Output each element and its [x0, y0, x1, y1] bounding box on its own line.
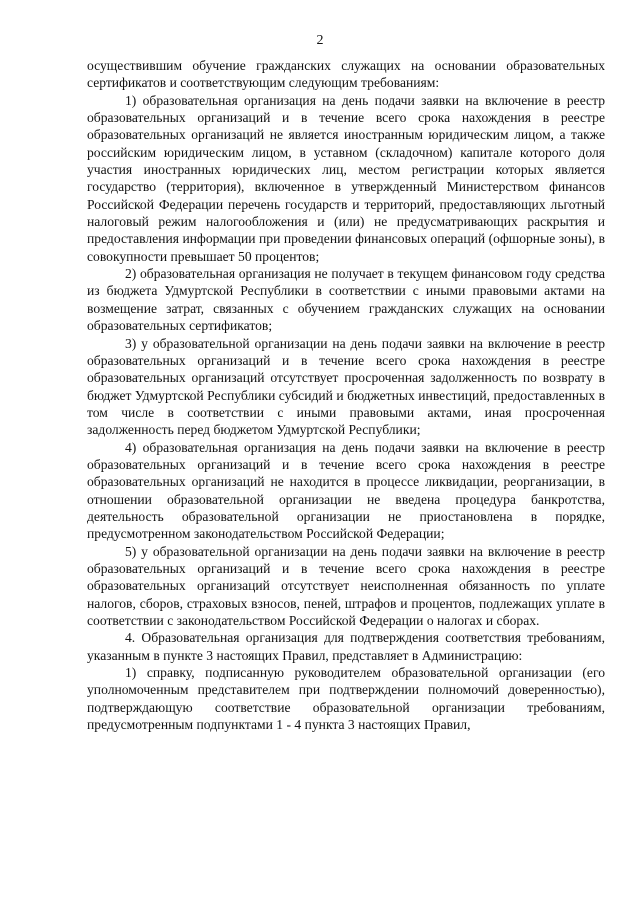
paragraph-clause-4-item-1: 1) справку, подписанную руководителем образовательной организации (его уполномоченным представителем при подтверждении полномочий доверенностью), подтверждающую соответствие образовательной организации требованиям, предусмотренным подпунктами 1 - 4 пункта 3 настоящих Правил,	[87, 665, 605, 733]
paragraph-requirement-1: 1) образовательная организация на день подачи заявки на включение в реестр образовательных организаций и в течение всего срока нахождения в реестре образовательных организаций не является иностранным юридическим лицом, а также российским юридическим лицом, в уставном (складочном) капитале которого доля участия иностранных юридических лиц, местом регистрации которых является государство (территория), включенное в утвержденный Министерством финансов Российской Федерации перечень государств и территорий, предоставляющих льготный налоговый режим налогообложения и (или) не предусматривающих раскрытия и предоставления информации при проведении финансовых операций (офшорные зоны), в совокупности превышает 50 процентов;	[87, 92, 605, 264]
paragraph-requirement-3: 3) у образовательной организации на день подачи заявки на включение в реестр образовательных организаций и в течение всего срока нахождения в реестре образовательных организаций отсутствует просроченная задолженность по возврату в бюджет Удмуртской Республики субсидий и бюджетных инвестиций, предоставленных в том числе в соответствии с иными правовыми актами, иная просроченная задолженность перед бюджетом Удмуртской Республики;	[87, 335, 605, 438]
paragraph-requirement-2: 2) образовательная организация не получает в текущем финансовом году средства из бюджета Удмуртской Республики в соответствии с иными правовыми актами на возмещение затрат, связанных с обучением гражданских служащих на основании образовательных сертификатов;	[87, 266, 605, 334]
paragraph-requirement-5: 5) у образовательной организации на день подачи заявки на включение в реестр образовательных организаций и в течение всего срока нахождения в реестре образовательных организаций отсутствует неисполненная обязанность по уплате налогов, сборов, страховых взносов, пеней, штрафов и процентов, подлежащих уплате в соответствии с законодательством Российской Федерации о налогах и сборах.	[87, 543, 605, 628]
document-body	[87, 57, 605, 733]
paragraph-requirement-4: 4) образовательная организация на день подачи заявки на включение в реестр образовательных организаций и в течение всего срока нахождения в реестре образовательных организаций не находится в процессе ликвидации, реорганизации, в отношении образовательной организации не введена процедура банкротства, деятельность образовательной организации не приостановлена в порядке, предусмотренном законодательством Российской Федерации;	[87, 439, 605, 542]
paragraph-continuation: осуществившим обучение гражданских служащих на основании образовательных сертификатов и соответствующим следующим требованиям:	[87, 58, 605, 91]
page-number: 2	[316, 33, 324, 48]
paragraph-clause-4: 4. Образовательная организация для подтверждения соответствия требованиям, указанным в пункте 3 настоящих Правил, представляет в Администрацию:	[87, 630, 605, 663]
